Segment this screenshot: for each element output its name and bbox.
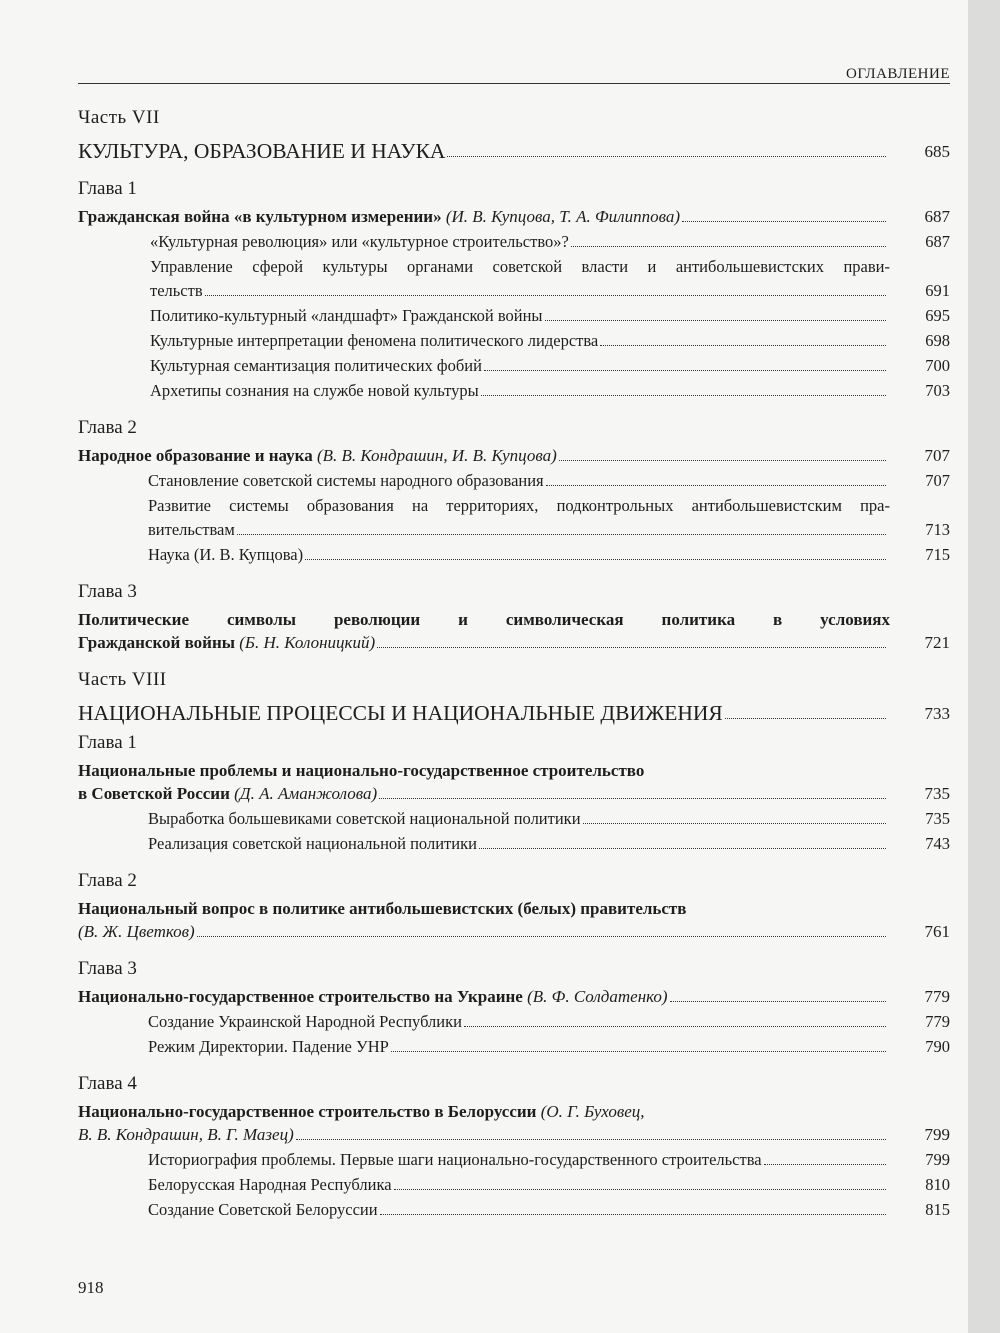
leader-dots <box>670 1001 886 1002</box>
chapter-label: Глава 1 <box>78 178 137 199</box>
section-entry[interactable]: Историография проблемы. Первые шаги национально-государственного строительства 799 <box>148 1150 950 1169</box>
leader-dots <box>197 936 886 937</box>
chapter-title: Национально-государственное строительство на Украине <box>78 987 523 1006</box>
chapter-authors: (Б. Н. Колоницкий) <box>239 633 376 652</box>
chapter-label: Глава 3 <box>78 581 137 602</box>
section-entry[interactable]: Белорусская Народная Республика 810 <box>148 1175 950 1194</box>
section-entry[interactable]: Культурные интерпретации феномена политического лидерства 698 <box>150 331 950 350</box>
part-label: Часть VII <box>78 107 160 128</box>
part-title-entry[interactable] <box>78 702 950 725</box>
page-ref: 735 <box>924 784 950 803</box>
page-ref: 707 <box>925 471 950 490</box>
chapter-label: Глава 2 <box>78 417 137 438</box>
leader-dots <box>764 1164 886 1165</box>
chapter-authors: (В. Ж. Цветков) <box>78 922 195 941</box>
page-ref: 790 <box>925 1037 950 1056</box>
chapter-entry[interactable] <box>78 985 950 1008</box>
page-ref: 799 <box>924 1125 950 1144</box>
page-ref: 721 <box>924 633 950 652</box>
page-ref: 698 <box>925 331 950 350</box>
leader-dots <box>237 534 886 535</box>
leader-dots <box>305 559 886 560</box>
chapter-entry[interactable]: Национально-государственное строительство в Белоруссии (О. Г. Буховец, В. В. Кондрашин, В. Г. Мазец) 799 <box>78 1102 950 1144</box>
page-ref: 685 <box>924 142 950 161</box>
page-ref: 815 <box>925 1200 950 1219</box>
chapter-authors: (И. В. Купцова, Т. А. Филиппова) <box>445 207 681 226</box>
page-ref: 691 <box>925 281 950 300</box>
section-entry[interactable]: Культурная семантизация политических фобий 700 <box>150 356 950 375</box>
leader-dots <box>545 320 886 321</box>
page-ref: 799 <box>925 1150 950 1169</box>
part-title: КУЛЬТУРА, ОБРАЗОВАНИЕ И НАУКА <box>78 139 446 163</box>
leader-dots <box>379 798 886 799</box>
leader-dots <box>481 395 886 396</box>
part-title-entry[interactable] <box>78 140 950 163</box>
chapter-entry[interactable] <box>78 897 950 943</box>
page-ref: 743 <box>925 834 950 853</box>
chapter-title: Национальный вопрос в политике антибольшевистских (белых) правительств <box>78 899 687 918</box>
chapter-title: Народное образование и наука <box>78 446 313 465</box>
page-ref: 713 <box>925 520 950 539</box>
part-title: НАЦИОНАЛЬНЫЕ ПРОЦЕССЫ И НАЦИОНАЛЬНЫЕ ДВИЖЕНИЯ <box>78 701 723 725</box>
leader-dots <box>559 460 886 461</box>
page-ref: 687 <box>924 207 950 226</box>
leader-dots <box>571 246 886 247</box>
chapter-authors: (Д. А. Аманжолова) <box>234 784 378 803</box>
leader-dots <box>484 370 886 371</box>
page-ref: 715 <box>925 545 950 564</box>
page-edge <box>968 0 1000 1333</box>
chapter-label: Глава 3 <box>78 958 137 979</box>
section-entry[interactable]: «Культурная революция» или «культурное строительство»? 687 <box>150 232 950 251</box>
page-ref: 810 <box>925 1175 950 1194</box>
chapter-label: Глава 1 <box>78 732 137 753</box>
leader-dots <box>394 1189 886 1190</box>
section-entry[interactable]: Выработка большевиками советской национальной политики 735 <box>148 809 950 828</box>
page-ref: 707 <box>924 446 950 465</box>
chapter-entry[interactable]: Политические символы революции и символическая политика в условиях Гражданской войны (Б. Н. Колоницкий) 721 <box>78 610 950 652</box>
page-ref: 687 <box>925 232 950 251</box>
chapter-title: Гражданская война «в культурном измерении» <box>78 207 442 226</box>
leader-dots <box>546 485 886 486</box>
part-label: Часть VIII <box>78 669 167 690</box>
leader-dots <box>380 1214 886 1215</box>
section-entry[interactable]: Управление сферой культуры органами советской власти и антибольшевистских прави- тельств 691 <box>150 257 950 300</box>
section-entry[interactable]: Политико-культурный «ландшафт» Гражданской войны 695 <box>150 306 950 325</box>
leader-dots <box>296 1139 886 1140</box>
header-rule <box>78 83 950 84</box>
chapter-label: Глава 4 <box>78 1073 137 1094</box>
section-entry[interactable]: Создание Советской Белоруссии 815 <box>148 1200 950 1219</box>
page-ref: 700 <box>925 356 950 375</box>
leader-dots <box>447 156 886 157</box>
leader-dots <box>377 647 886 648</box>
section-entry[interactable]: Наука (И. В. Купцова) 715 <box>148 545 950 564</box>
chapter-authors: (В. В. Кондрашин, И. В. Купцова) <box>316 446 557 465</box>
page-ref: 733 <box>924 704 950 723</box>
section-entry[interactable]: Реализация советской национальной политики 743 <box>148 834 950 853</box>
chapter-authors: В. В. Кондрашин, В. Г. Мазец) <box>78 1125 294 1144</box>
chapter-entry[interactable] <box>78 444 950 467</box>
leader-dots <box>479 848 886 849</box>
chapter-title: Политические символы революции и символическая политика в условиях <box>78 610 890 629</box>
page-ref: 779 <box>925 1012 950 1031</box>
running-head: ОГЛАВЛЕНИЕ <box>846 66 950 82</box>
leader-dots <box>464 1026 886 1027</box>
chapter-title: Национальные проблемы и национально-государственное строительство <box>78 761 645 780</box>
leader-dots <box>205 295 886 296</box>
chapter-authors: (В. Ф. Солдатенко) <box>527 987 668 1006</box>
leader-dots <box>583 823 886 824</box>
page-ref: 761 <box>924 922 950 941</box>
page-ref: 703 <box>925 381 950 400</box>
section-entry[interactable]: Архетипы сознания на службе новой культуры 703 <box>150 381 950 400</box>
section-entry[interactable]: Развитие системы образования на территориях, подконтрольных антибольшевистским пра- вительствам 713 <box>148 496 950 539</box>
leader-dots <box>682 221 886 222</box>
page-ref: 735 <box>925 809 950 828</box>
page-number: 918 <box>78 1278 104 1297</box>
page-ref: 779 <box>924 987 950 1006</box>
section-entry[interactable]: Становление советской системы народного образования 707 <box>148 471 950 490</box>
leader-dots <box>391 1051 886 1052</box>
leader-dots <box>600 345 886 346</box>
chapter-label: Глава 2 <box>78 870 137 891</box>
leader-dots <box>725 718 886 719</box>
section-entry[interactable]: Создание Украинской Народной Республики 779 <box>148 1012 950 1031</box>
table-of-contents <box>78 100 950 1221</box>
chapter-entry[interactable]: Национальные проблемы и национально-государственное строительство в Советской России (Д. А. Аманжолова) 735 <box>78 761 950 803</box>
chapter-title: Национально-государственное строительство в Белоруссии <box>78 1102 537 1121</box>
page-ref: 695 <box>925 306 950 325</box>
section-entry[interactable]: Режим Директории. Падение УНР 790 <box>148 1037 950 1056</box>
chapter-entry[interactable] <box>78 205 950 228</box>
